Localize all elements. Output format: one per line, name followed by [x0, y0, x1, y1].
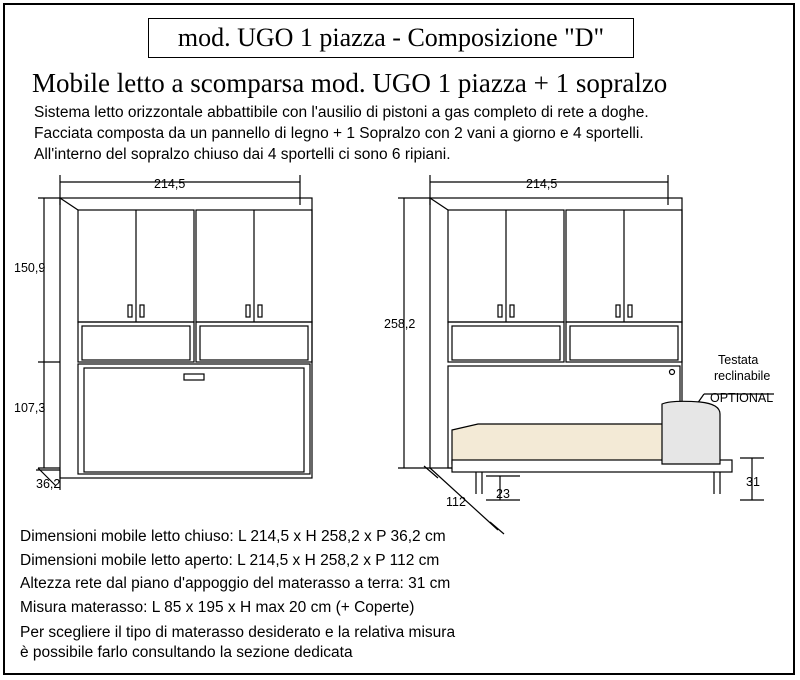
closed-upper-height-label: 150,9: [14, 261, 46, 275]
door-handles: [128, 305, 632, 317]
spec-net-height: Altezza rete dal piano d'appoggio del materasso a terra: 31 cm: [20, 575, 451, 592]
optional-label: OPTIONAL: [710, 391, 774, 405]
description-line-1: Sistema letto orizzontale abbattibile con l'ausilio di pistoni a gas completo di rete a doghe.: [34, 104, 649, 121]
product-heading: Mobile letto a scomparsa mod. UGO 1 piazza + 1 sopralzo: [32, 68, 668, 98]
description-line-3: All'interno del sopralzo chiuso dai 4 sportelli ci sono 6 ripiani.: [34, 146, 451, 163]
description-line-2: Facciata composta da un pannello di legno + 1 Sopralzo con 2 vani a giorno e 4 sportelli.: [34, 125, 644, 142]
model-title: mod. UGO 1 piazza - Composizione "D": [148, 18, 634, 58]
open-bed: [452, 401, 732, 494]
closed-lower-height-label: 107,3: [14, 401, 46, 415]
leg-height-label: 23: [496, 487, 510, 501]
spec-mattress-size: Misura materasso: L 85 x 195 x H max 20 cm (+ Coperte): [20, 599, 415, 616]
spec-open-dimensions: Dimensioni mobile letto aperto: L 214,5 x H 258,2 x P 112 cm: [20, 552, 440, 569]
spec-note-line-2: è possibile farlo consultando la sezione dedicata: [20, 644, 353, 661]
spec-closed-dimensions: Dimensioni mobile letto chiuso: L 214,5 x H 258,2 x P 36,2 cm: [20, 528, 446, 545]
spec-note-line-1: Per scegliere il tipo di materasso desiderato e la relativa misura: [20, 624, 456, 641]
closed-depth-label: 36,2: [36, 477, 61, 491]
open-height-label: 258,2: [384, 317, 416, 331]
net-height-label: 31: [746, 475, 760, 489]
headboard-label-line-2: reclinabile: [714, 369, 771, 383]
headboard-label-line-1: Testata: [718, 353, 759, 367]
open-width-label: 214,5: [526, 177, 558, 191]
closed-width-label: 214,5: [154, 177, 186, 191]
open-depth-label: 112: [446, 495, 466, 509]
closed-cabinet-drawing: [36, 175, 312, 490]
